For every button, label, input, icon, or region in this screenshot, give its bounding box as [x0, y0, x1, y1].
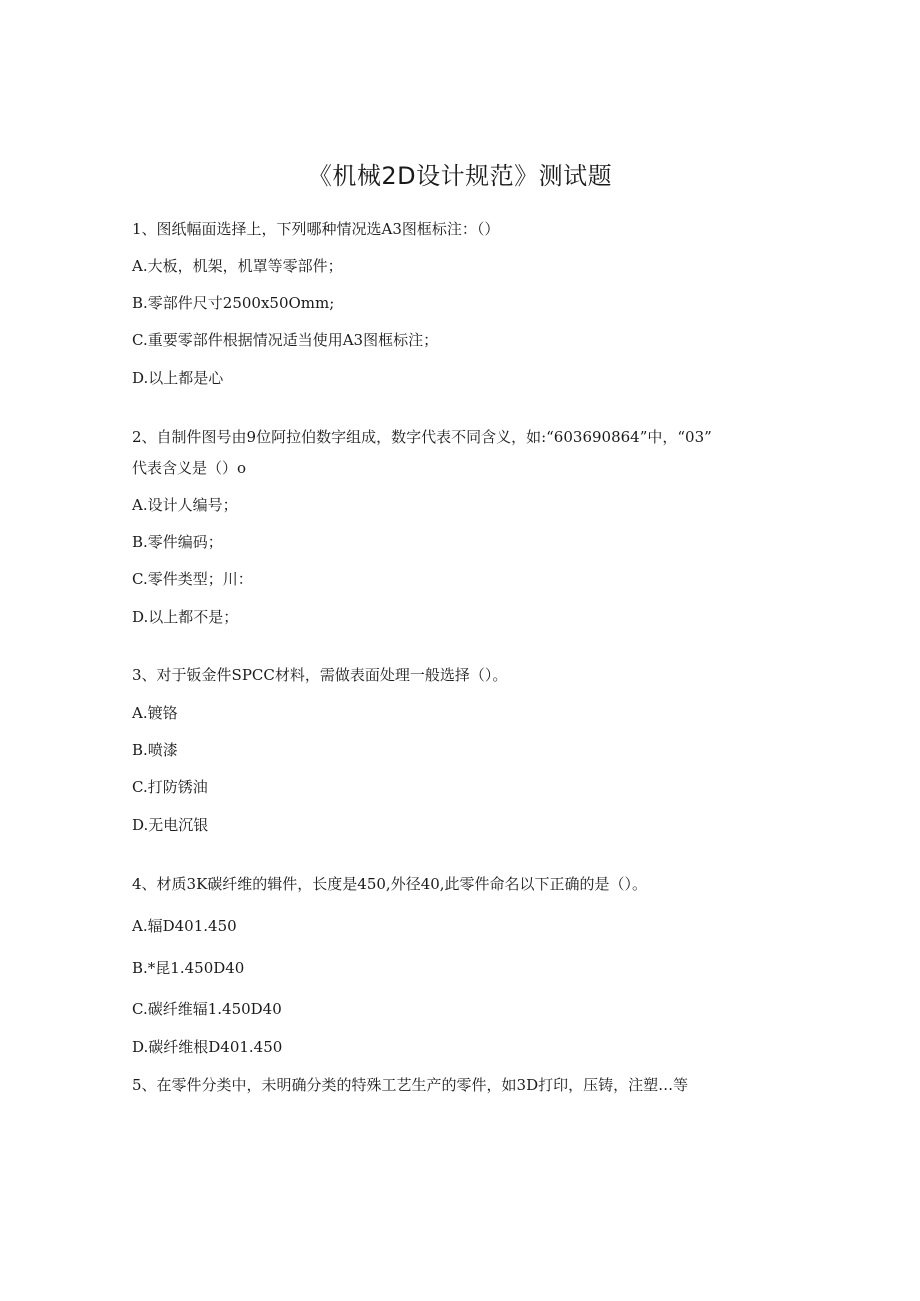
- question-4-option-a: A.辐D401.450: [132, 917, 237, 935]
- page-title: 《机械2D设计规范》测试题: [307, 162, 613, 190]
- question-2-stem-line-1: 2、自制件图号由9位阿拉伯数字组成，数字代表不同含义，如:“603690864”中，“03”: [132, 428, 712, 446]
- question-2-option-b: B.零件编码；: [132, 533, 223, 551]
- question-4-option-c: C.碳纤维辐1.450D40: [132, 1000, 282, 1018]
- question-1-option-c: C.重要零部件根据情况适当使用A3图框标注；: [132, 331, 439, 349]
- question-2-option-a: A.设计人编号；: [132, 496, 238, 514]
- question-1-option-d: D.以上都是心: [132, 369, 224, 387]
- question-1-stem: 1、图纸幅面选择上，下列哪种情况选A3图框标注：（）: [132, 220, 500, 238]
- question-2-option-d: D.以上都不是；: [132, 608, 239, 626]
- question-3-option-c: C.打防锈油: [132, 778, 208, 796]
- question-2-option-c: C.零件类型；川：: [132, 570, 253, 588]
- question-4-option-b: B.*昆1.450D40: [132, 959, 245, 977]
- question-1-option-a: A.大板，机架，机罩等零部件；: [132, 257, 343, 275]
- question-3-option-b: B.喷漆: [132, 741, 178, 759]
- question-5-stem: 5、在零件分类中，未明确分类的特殊工艺生产的零件，如3D打印，压铸，注塑…等: [132, 1076, 689, 1094]
- question-3-option-a: A.镀铬: [132, 704, 178, 722]
- question-3-option-d: D.无电沉银: [132, 816, 209, 834]
- question-1-option-b: B.零部件尺寸2500x50Omm;: [132, 294, 335, 312]
- question-2-stem-line-2: 代表含义是（）o: [132, 459, 247, 477]
- question-4-stem: 4、材质3K碳纤维的辑件，长度是450,外径40,此零件命名以下正确的是（）。: [132, 875, 648, 893]
- question-3-stem: 3、对于钣金件SPCC材料，需做表面处理一般选择（）。: [132, 666, 508, 684]
- question-4-option-d: D.碳纤维根D401.450: [132, 1038, 283, 1056]
